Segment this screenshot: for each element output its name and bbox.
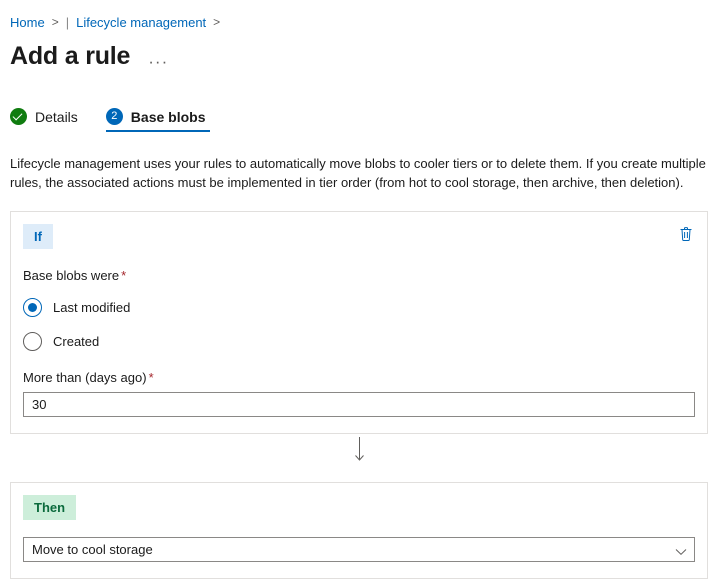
then-card-header [23,495,695,520]
breadcrumb [10,0,708,34]
down-arrow-icon [354,437,365,463]
tab-base-blobs[interactable] [106,108,210,132]
then-badge: Then [23,495,76,520]
breadcrumb-separator-1: > [51,15,59,29]
radio-created[interactable] [23,332,695,351]
page-title: Add a rule [10,42,131,70]
page-description: Lifecycle management uses your rules to automatically move blobs to cooler tiers or to delete them. If you create multiple rules, the associated actions must be implemented in tier order (from hot to cool storage, then archive, then deletion). [10,156,706,190]
flow-connector [10,436,708,463]
base-blobs-were-label [23,268,695,283]
if-card-header [23,224,695,249]
breadcrumb-separator-2: > [213,15,221,29]
base-blobs-were-text: Base blobs were [23,268,120,283]
more-options-button[interactable]: ··· [148,52,169,71]
breadcrumb-lifecycle-management-link[interactable]: Lifecycle management [76,14,207,30]
tab-details-label: Details [35,108,78,125]
more-than-days-label [23,370,695,385]
if-condition-card [10,211,708,434]
breadcrumb-home-link[interactable]: Home [10,14,45,30]
then-action-card [10,482,708,579]
action-select[interactable] [23,537,695,562]
wizard-tabs [10,102,708,132]
radio-created-label: Created [53,334,100,349]
delete-icon[interactable] [677,224,695,244]
required-asterisk: * [121,268,127,283]
title-row [10,42,708,71]
required-asterisk-days: * [148,370,154,385]
radio-last-modified[interactable] [23,298,695,317]
action-select-wrap [23,537,695,562]
step-number-icon: 2 [106,108,123,125]
if-badge: If [23,224,53,249]
radio-created-icon[interactable] [23,332,42,351]
check-icon [10,108,27,125]
tab-details[interactable] [10,108,82,132]
more-than-days-text: More than (days ago) [23,370,147,385]
tab-base-blobs-label: Base blobs [130,108,206,125]
radio-last-modified-label: Last modified [53,300,131,315]
breadcrumb-divider: | [65,14,70,30]
action-select-value: Move to cool storage [32,542,153,557]
days-ago-input[interactable] [23,392,695,417]
radio-last-modified-icon[interactable] [23,298,42,317]
